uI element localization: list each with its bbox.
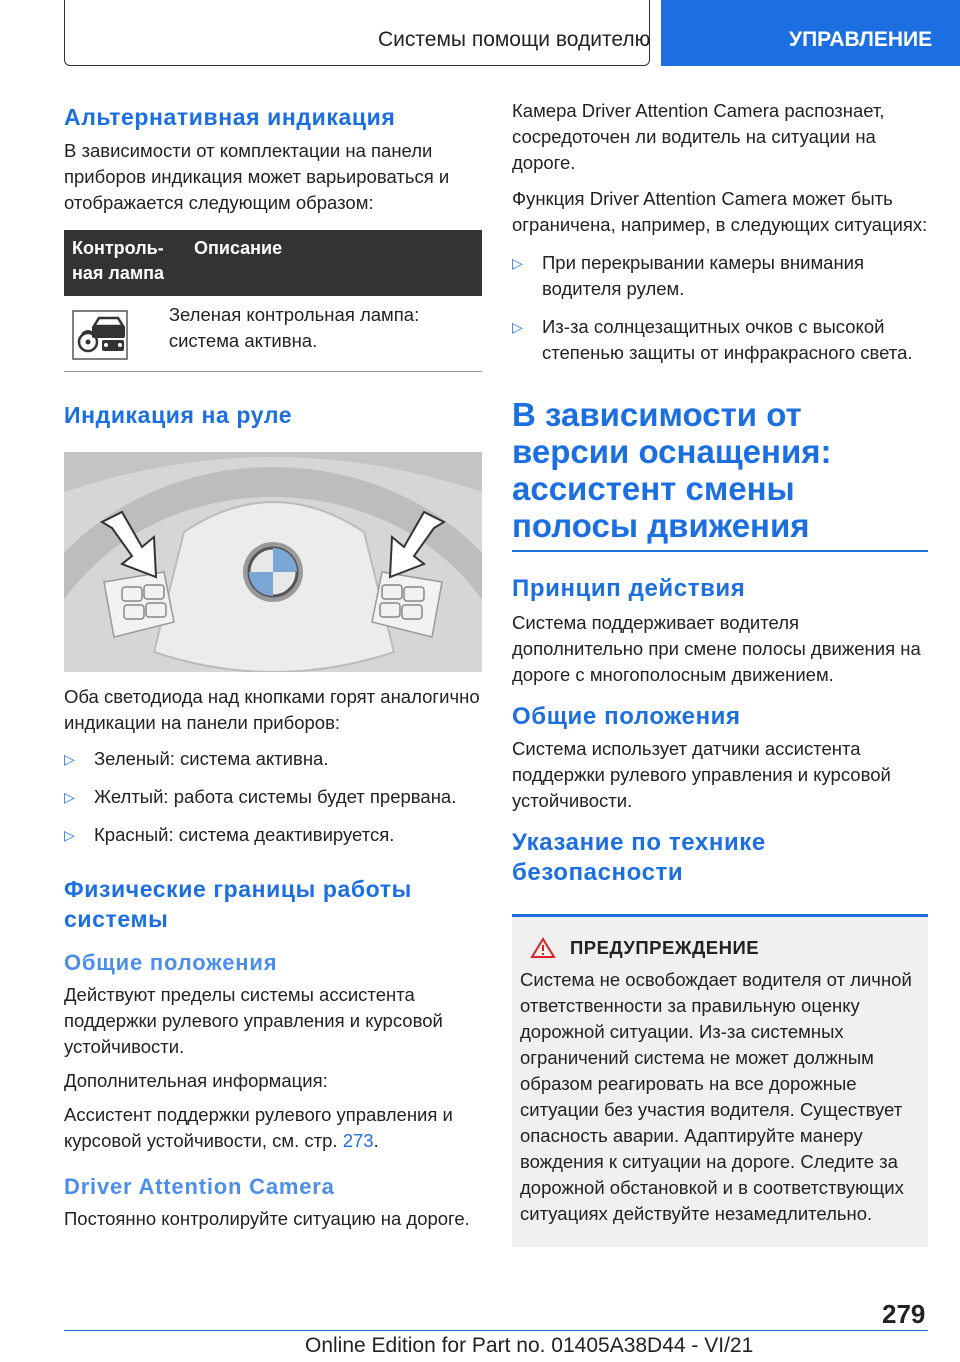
- footer-edition: Online Edition for Part no. 01405A38D44 - VI/21: [305, 1334, 754, 1357]
- steering-wheel-image: [64, 452, 482, 672]
- list-item: ▷ Из-за солнцезащитных очков с высокой степенью защиты от инфракрасного света.: [512, 314, 928, 366]
- lane-change-section-heading: [512, 396, 928, 552]
- wheel-indication-text: Оба светодиода над кнопками горят аналогично индикации на панели приборов:: [64, 686, 480, 733]
- lamp-table-col-lamp: Контроль-ная лампа: [72, 238, 165, 283]
- page-number: 279: [882, 1299, 926, 1329]
- warning-box: [512, 914, 928, 1247]
- lamp-table-description: Зеленая контрольная лампа: система активна.: [168, 304, 420, 351]
- list-item: ▷ Красный: система деактивируется.: [64, 822, 482, 848]
- alt-indication-title: Альтернативная индикация: [64, 104, 396, 130]
- triangle-bullet-icon: ▷: [64, 751, 75, 767]
- dac-limits-list: [512, 250, 928, 366]
- triangle-bullet-icon: ▷: [64, 827, 75, 843]
- limits-title: Физические границы работы системы: [64, 876, 412, 932]
- footer-divider: [64, 1330, 928, 1331]
- alt-indication-intro: В зависимости от комплектации на панели приборов индикация может варьироваться и отображается следующим образом:: [64, 140, 450, 213]
- list-item: ▷ Зеленый: система активна.: [64, 746, 482, 772]
- dac-text: Постоянно контролируйте ситуацию на дороге.: [64, 1208, 470, 1229]
- wheel-indication-title: Индикация на руле: [64, 402, 293, 428]
- dac-title: Driver Attention Camera: [64, 1174, 335, 1199]
- left-column: [64, 96, 482, 1232]
- triangle-bullet-icon: ▷: [512, 319, 523, 335]
- page-reference-link[interactable]: 273: [342, 1130, 374, 1151]
- header-chapter-label: УПРАВЛЕНИЕ: [789, 28, 933, 51]
- list-item: ▷ При перекрывании камеры внимания водителя рулем.: [512, 250, 928, 302]
- warning-label: ПРЕДУПРЕЖДЕНИЕ: [570, 937, 760, 958]
- lamp-table: [64, 230, 482, 372]
- lamp-table-col-description: Описание: [194, 238, 283, 258]
- list-item: ▷ Желтый: работа системы будет прервана.: [64, 784, 482, 810]
- principle-text: Система поддерживает водителя дополнительно при смене полосы движения на дороге с многополосным движением.: [512, 612, 921, 685]
- driver-attention-lamp-icon: [72, 310, 128, 360]
- header-chapter-tab[interactable]: [661, 0, 960, 66]
- lamp-table-header: [64, 230, 482, 296]
- triangle-bullet-icon: ▷: [64, 789, 75, 805]
- warning-text: Система не освобождает водителя от личной ответственности за правильную оценку дорожной ситуации. Из-за системных ограничений система не может должным образом реагировать на все дорожные ситуации без участия водителя. Существует опасность аварии. Адаптируйте манеру вождения к ситуации на дороге. Следите за дорожной обстановкой и в соответствующих ситуациях действуйте незамедлительно.: [520, 969, 912, 1224]
- dac-paragraph-2: Функция Driver Attention Camera может быть ограничена, например, в следующих ситуациях:: [512, 188, 928, 235]
- warning-triangle-icon: [530, 937, 556, 959]
- limits-extra-text: Ассистент поддержки рулевого управления и курсовой устойчивости, см. стр. 273.: [64, 1104, 453, 1151]
- principle-title: Принцип действия: [512, 575, 746, 602]
- lane-change-title: В зависимости от версии оснащения: ассистент смены полосы движения: [512, 396, 832, 544]
- limits-extra-label: Дополнительная информация:: [64, 1070, 328, 1091]
- dac-paragraph-1: Камера Driver Attention Camera распознает, сосредоточен ли водитель на ситуации на дороге.: [512, 100, 885, 173]
- header-section-title: Системы помощи водителю: [378, 28, 651, 51]
- wheel-led-list: [64, 746, 482, 848]
- steering-wheel-illustration: [64, 452, 482, 672]
- limits-general-text: Действуют пределы системы ассистента поддержки рулевого управления и курсовой устойчивости.: [64, 984, 443, 1057]
- limits-general-title: Общие положения: [64, 950, 278, 975]
- triangle-bullet-icon: ▷: [512, 255, 523, 271]
- table-row: [64, 296, 482, 372]
- general-text: Система использует датчики ассистента поддержки рулевого управления и курсовой устойчивости.: [512, 738, 891, 811]
- general-title: Общие положения: [512, 703, 741, 730]
- safety-title: Указание по технике безопасности: [512, 829, 766, 886]
- right-column: [512, 96, 928, 1247]
